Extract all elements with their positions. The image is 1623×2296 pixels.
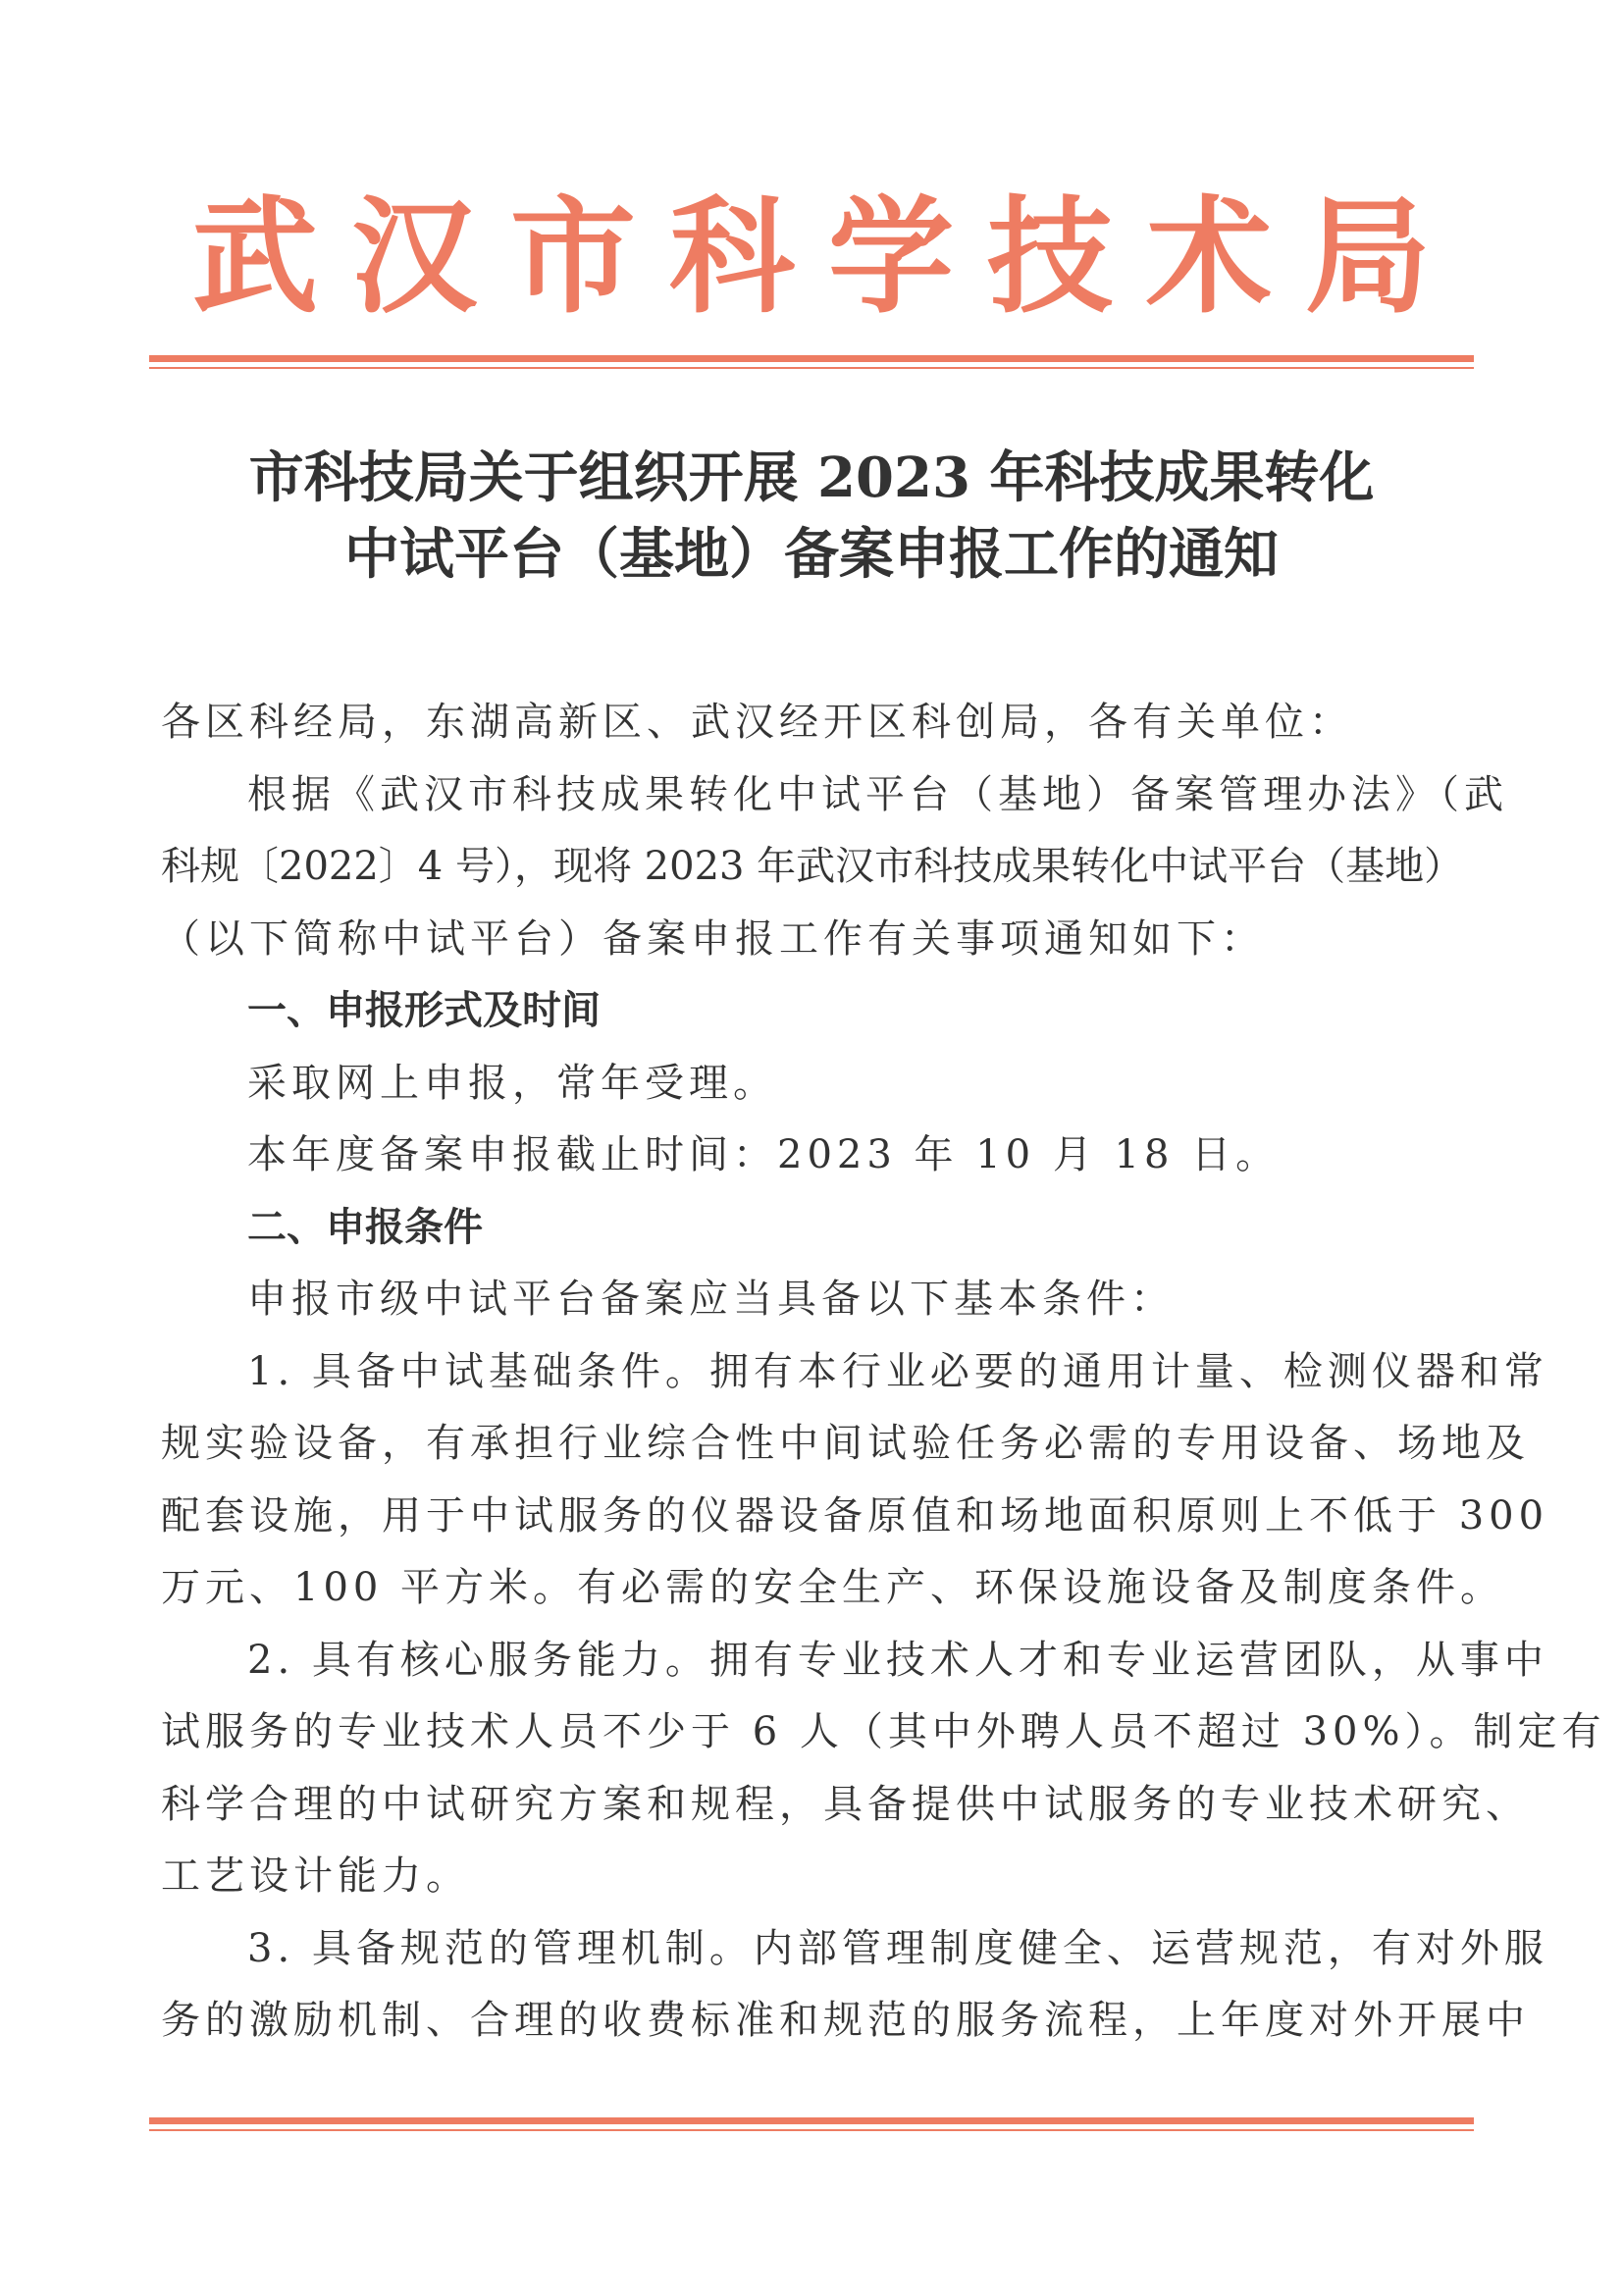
document-body xyxy=(161,687,1606,2058)
letterhead-rule-thick xyxy=(149,355,1474,362)
paragraph-line: 3. 具备规范的管理机制。内部管理制度健全、运营规范，有对外服 xyxy=(247,1925,1548,1971)
paragraph-line: 万元、100 平方米。有必需的安全生产、环保设施设备及制度条件。 xyxy=(161,1565,1505,1610)
paragraph-line: 根据《武汉市科技成果转化中试平台（基地）备案管理办法》（武 xyxy=(247,771,1508,817)
paragraph-line: 务的激励机制、合理的收费标准和规范的服务流程，上年度对外开展中 xyxy=(161,1998,1530,2043)
paragraph-line: 本年度备案申报截止时间：2023 年 10 月 18 日。 xyxy=(247,1132,1281,1177)
section-heading: 一、申报形式及时间 xyxy=(247,988,601,1033)
paragraph-line: 采取网上申报，常年受理。 xyxy=(247,1060,777,1106)
document-title xyxy=(0,440,1623,593)
paragraph-line: 配套设施，用于中试服务的仪器设备原值和场地面积原则上不低于 300 xyxy=(161,1492,1549,1539)
document-title-line-2: 中试平台（基地）备案申报工作的通知 xyxy=(344,522,1279,587)
footer-rule-thin xyxy=(149,2129,1474,2131)
paragraph-line: 科规〔2022〕4 号），现将 2023 年武汉市科技成果转化中试平台（基地） xyxy=(161,844,1464,889)
footer-rule-thick xyxy=(149,2117,1474,2124)
section-heading: 二、申报条件 xyxy=(247,1204,483,1250)
paragraph-line: 规实验设备，有承担行业综合性中间试验任务必需的专用设备、场地及 xyxy=(161,1421,1530,1466)
paragraph-line: 1. 具备中试基础条件。拥有本行业必要的通用计量、检测仪器和常 xyxy=(247,1348,1548,1394)
paragraph-line: （以下简称中试平台）备案申报工作有关事项通知如下： xyxy=(161,915,1265,962)
paragraph-line: 科学合理的中试研究方案和规程，具备提供中试服务的专业技术研究、 xyxy=(161,1781,1530,1827)
document-title-line-1: 市科技局关于组织开展 2023 年科技成果转化 xyxy=(248,445,1375,510)
salutation: 各区科经局，东湖高新区、武汉经开区科创局，各有关单位： xyxy=(161,700,1353,745)
paragraph-line: 申报市级中试平台备案应当具备以下基本条件： xyxy=(247,1277,1175,1322)
paragraph-line: 试服务的专业技术人员不少于 6 人（其中外聘人员不超过 30%）。制定有 xyxy=(161,1709,1606,1754)
paragraph-line: 工艺设计能力。 xyxy=(161,1853,470,1899)
letterhead-rule-thin xyxy=(149,367,1474,369)
letterhead-org-name: 武汉市科学技术局 xyxy=(191,184,1464,331)
paragraph-line: 2. 具有核心服务能力。拥有专业技术人才和专业运营团队，从事中 xyxy=(247,1637,1548,1683)
